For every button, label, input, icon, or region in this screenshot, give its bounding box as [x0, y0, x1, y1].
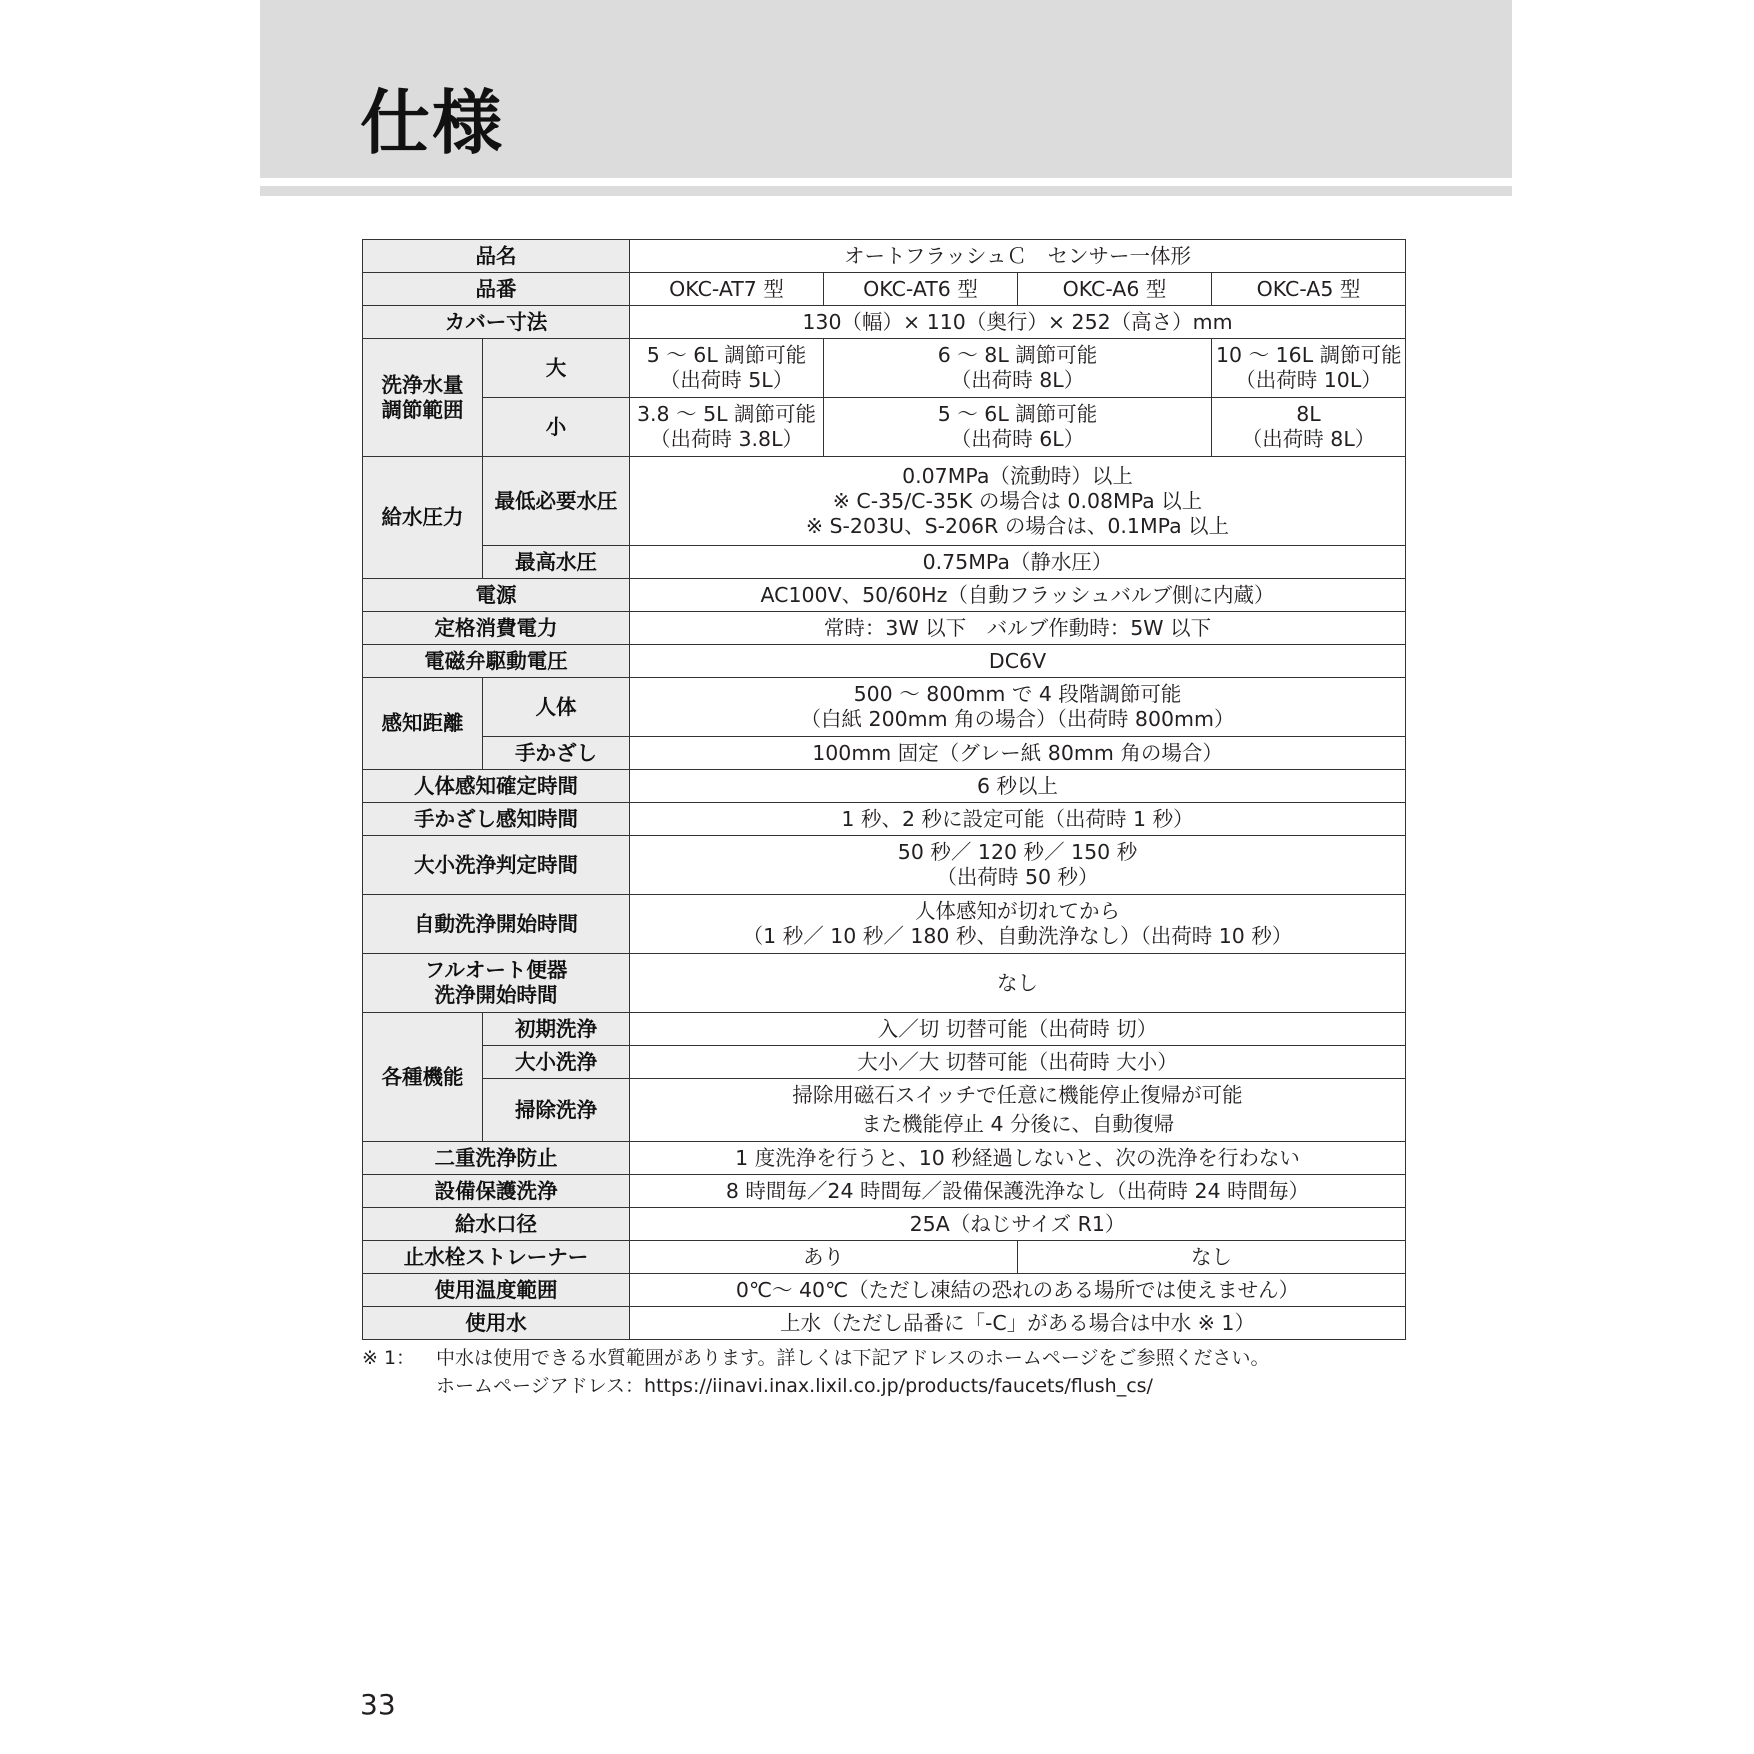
table-row — [363, 1208, 1406, 1241]
table-row — [363, 1241, 1406, 1274]
table-row — [363, 306, 1406, 339]
table-row — [363, 737, 1406, 770]
header-rule — [260, 186, 1512, 196]
label-rated-power: 定格消費電力 — [363, 612, 630, 645]
label-full-auto-line1: フルオート便器 — [424, 958, 568, 982]
value-line: （出荷時 6L） — [950, 427, 1085, 451]
table-row — [363, 645, 1406, 678]
label-flush-volume-line1: 洗浄水量 — [381, 372, 464, 397]
value-line: （出荷時 3.8L） — [649, 427, 804, 451]
table-row — [363, 240, 1406, 273]
value-flush-small-1 — [630, 398, 824, 457]
page-number: 33 — [360, 1688, 396, 1721]
value-line: 3.8 ～ 5L 調節可能 — [636, 402, 817, 426]
value-line: （出荷時 8L） — [1241, 427, 1376, 451]
value-line: （白紙 200mm 角の場合）（出荷時 800mm） — [800, 707, 1235, 731]
label-water: 使用水 — [363, 1307, 630, 1340]
value-flush-large-3 — [1212, 339, 1406, 398]
label-cleaning-flush: 掃除洗浄 — [483, 1079, 630, 1142]
table-row — [363, 1274, 1406, 1307]
label-functions: 各種機能 — [363, 1013, 483, 1142]
value-line: 8L — [1296, 402, 1321, 426]
value-model-3: OKC-A6 型 — [1018, 273, 1212, 306]
value-double-prevent: 1 度洗浄を行うと、10 秒経過しないと、次の洗浄を行わない — [630, 1142, 1406, 1175]
value-product-name: オートフラッシュＣ センサー一体形 — [630, 240, 1406, 273]
table-row — [363, 1142, 1406, 1175]
label-size-judge-time: 大小洗浄判定時間 — [363, 836, 630, 895]
label-protect-flush: 設備保護洗浄 — [363, 1175, 630, 1208]
value-line: （出荷時 5L） — [659, 368, 794, 392]
value-max-pressure: 0.75MPa（静水圧） — [630, 546, 1406, 579]
value-flush-large-2 — [824, 339, 1212, 398]
label-temp-range: 使用温度範囲 — [363, 1274, 630, 1307]
value-model-4: OKC-A5 型 — [1212, 273, 1406, 306]
value-model-2: OKC-AT6 型 — [824, 273, 1018, 306]
value-line: 10 ～ 16L 調節可能 — [1216, 343, 1402, 367]
label-flush-volume-line2: 調節範囲 — [381, 397, 464, 422]
table-row — [363, 1079, 1406, 1142]
value-supply-diameter: 25A（ねじサイズ R1） — [630, 1208, 1406, 1241]
table-row — [363, 954, 1406, 1013]
label-flush-small: 小 — [483, 398, 630, 457]
label-power: 電源 — [363, 579, 630, 612]
label-flush-large: 大 — [483, 339, 630, 398]
value-power: AC100V、50/60Hz（自動フラッシュバルブ側に内蔵） — [630, 579, 1406, 612]
value-min-pressure — [630, 457, 1406, 546]
value-rated-power: 常時：3W 以下 バルブ作動時：5W 以下 — [630, 612, 1406, 645]
value-hand-detect-time: 1 秒、2 秒に設定可能（出荷時 1 秒） — [630, 803, 1406, 836]
label-auto-flush-start: 自動洗浄開始時間 — [363, 895, 630, 954]
value-line: 掃除用磁石スイッチで任意に機能停止復帰が可能 — [792, 1083, 1243, 1107]
label-initial-flush: 初期洗浄 — [483, 1013, 630, 1046]
table-row — [363, 398, 1406, 457]
label-detect-hand: 手かざし — [483, 737, 630, 770]
table-row — [363, 1013, 1406, 1046]
table-row — [363, 612, 1406, 645]
label-min-pressure: 最低必要水圧 — [483, 457, 630, 546]
label-supply-pressure: 給水圧力 — [363, 457, 483, 579]
label-max-pressure: 最高水圧 — [483, 546, 630, 579]
value-line: ※ C-35/C-35K の場合は 0.08MPa 以上 — [832, 488, 1203, 513]
value-size-flush: 大小／大 切替可能（出荷時 大小） — [630, 1046, 1406, 1079]
label-detection-distance: 感知距離 — [363, 678, 483, 770]
value-temp-range: 0℃～ 40℃（ただし凍結の恐れのある場所では使えません） — [630, 1274, 1406, 1307]
value-line: 5 ～ 6L 調節可能 — [646, 343, 807, 367]
table-row — [363, 1046, 1406, 1079]
page-title: 仕様 — [360, 82, 504, 164]
label-detect-body: 人体 — [483, 678, 630, 737]
value-model-1: OKC-AT7 型 — [630, 273, 824, 306]
footnote-line1 — [362, 1344, 1270, 1372]
value-line: （1 秒／ 10 秒／ 180 秒、自動洗浄なし）（出荷時 10 秒） — [742, 924, 1293, 948]
value-line: （出荷時 50 秒） — [936, 865, 1099, 889]
table-row — [363, 1307, 1406, 1340]
value-cover-size: 130（幅）× 110（奥行）× 252（高さ）mm — [630, 306, 1406, 339]
value-initial-flush: 入／切 切替可能（出荷時 切） — [630, 1013, 1406, 1046]
footnote-mark: ※ 1： — [362, 1347, 416, 1369]
footnote — [362, 1344, 1270, 1400]
table-row — [363, 546, 1406, 579]
value-line: 6 ～ 8L 調節可能 — [937, 343, 1098, 367]
spec-table — [362, 239, 1406, 1340]
table-row — [363, 895, 1406, 954]
table-row — [363, 339, 1406, 398]
label-body-detect-time: 人体感知確定時間 — [363, 770, 630, 803]
table-row — [363, 678, 1406, 737]
value-detect-hand: 100mm 固定（グレー紙 80mm 角の場合） — [630, 737, 1406, 770]
label-supply-diameter: 給水口径 — [363, 1208, 630, 1241]
value-strainer-right: なし — [1018, 1241, 1406, 1274]
value-flush-small-3 — [1212, 398, 1406, 457]
value-line: 500 ～ 800mm で 4 段階調節可能 — [853, 682, 1182, 706]
value-flush-small-2 — [824, 398, 1212, 457]
value-full-auto-start: なし — [630, 954, 1406, 1013]
table-row — [363, 836, 1406, 895]
value-size-judge-time — [630, 836, 1406, 895]
table-row — [363, 803, 1406, 836]
table-row — [363, 273, 1406, 306]
label-model-number: 品番 — [363, 273, 630, 306]
label-strainer: 止水栓ストレーナー — [363, 1241, 630, 1274]
label-size-flush: 大小洗浄 — [483, 1046, 630, 1079]
footnote-url-line: ホームページアドレス：https://iinavi.inax.lixil.co.jp/products/faucets/flush_cs/ — [436, 1375, 1153, 1397]
label-solenoid-voltage: 電磁弁駆動電圧 — [363, 645, 630, 678]
table-row — [363, 457, 1406, 546]
label-hand-detect-time: 手かざし感知時間 — [363, 803, 630, 836]
value-strainer-left: あり — [630, 1241, 1018, 1274]
table-row — [363, 1175, 1406, 1208]
value-line: ※ S-203U、S-206R の場合は、0.1MPa 以上 — [805, 513, 1230, 538]
value-solenoid-voltage: DC6V — [630, 645, 1406, 678]
footnote-text: 中水は使用できる水質範囲があります。詳しくは下記アドレスのホームページをご参照ください。 — [436, 1347, 1270, 1369]
value-body-detect-time: 6 秒以上 — [630, 770, 1406, 803]
value-cleaning-flush — [630, 1079, 1406, 1142]
value-line: （出荷時 10L） — [1235, 368, 1382, 392]
value-water: 上水（ただし品番に「-C」がある場合は中水 ※ 1） — [630, 1307, 1406, 1340]
label-cover-size: カバー寸法 — [363, 306, 630, 339]
label-full-auto-line2: 洗浄開始時間 — [434, 983, 558, 1007]
label-full-auto-start — [363, 954, 630, 1013]
value-line: （出荷時 8L） — [950, 368, 1085, 392]
value-line: 0.07MPa（流動時）以上 — [902, 463, 1133, 488]
value-line: 人体感知が切れてから — [915, 899, 1120, 923]
label-product-name: 品名 — [363, 240, 630, 273]
label-double-prevent: 二重洗浄防止 — [363, 1142, 630, 1175]
value-detect-body — [630, 678, 1406, 737]
value-flush-large-1 — [630, 339, 824, 398]
value-line: 5 ～ 6L 調節可能 — [937, 402, 1098, 426]
value-line: 50 秒／ 120 秒／ 150 秒 — [897, 840, 1138, 864]
table-row — [363, 770, 1406, 803]
value-auto-flush-start — [630, 895, 1406, 954]
table-row — [363, 579, 1406, 612]
label-flush-volume — [363, 339, 483, 457]
value-protect-flush: 8 時間毎／24 時間毎／設備保護洗浄なし（出荷時 24 時間毎） — [630, 1175, 1406, 1208]
value-line: また機能停止 4 分後に、自動復帰 — [860, 1112, 1175, 1136]
